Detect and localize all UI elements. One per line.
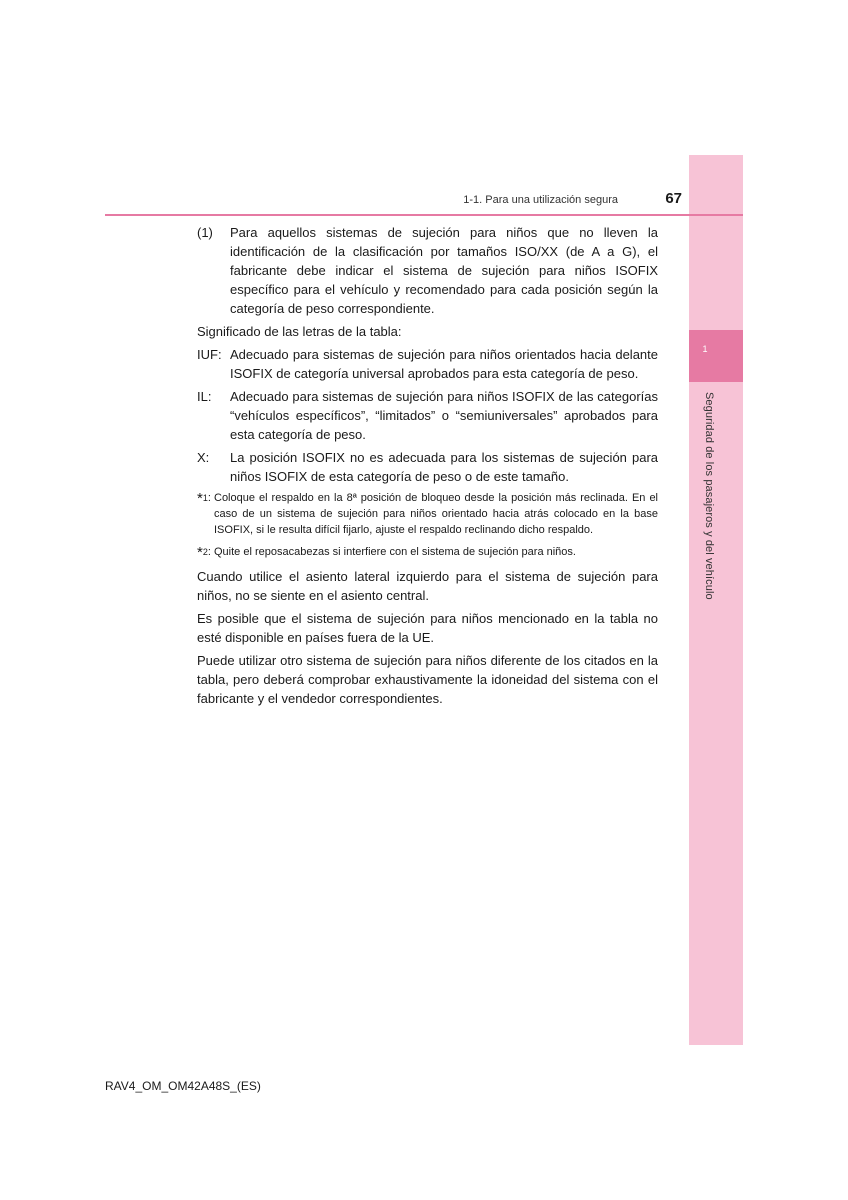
page-content — [197, 223, 658, 712]
section-label: 1-1. Para una utilización segura — [463, 194, 618, 206]
table-note-text: Para aquellos sistemas de sujeción para niños que no lleven la identificación de la clasificación por tamaños ISO/XX (de A a G), el fabricante debe indicar el sistema de sujeción para niños ISOFIX específico para el vehículo y recomendado para cada posición según la categoría de peso correspondiente. — [230, 225, 658, 316]
body-paragraph: Es posible que el sistema de sujeción para niños mencionado en la tabla no esté disponible en países fuera de la UE. — [197, 611, 658, 645]
body-paragraph: Puede utilizar otro sistema de sujeción para niños diferente de los citados en la tabla, pero deberá comprobar exhaustivamente la idoneidad del sistema con el fabricante y el vendedor correspondientes. — [197, 653, 658, 706]
chapter-title: Seguridad de los pasajeros y del vehículo — [703, 392, 715, 600]
legend-code: X: — [197, 450, 210, 465]
legend-text: Adecuado para sistemas de sujeción para niños ISOFIX de las categorías “vehículos específicos”, “limitados” o “semiuniversales” aprobados para esta categoría de peso. — [230, 389, 658, 442]
legend-item-x — [197, 448, 658, 486]
legend-code: IUF: — [197, 347, 222, 362]
legend-title: Significado de las letras de la tabla: — [197, 324, 402, 339]
footnote-2 — [197, 544, 658, 561]
chapter-sidebar-tab — [689, 155, 743, 1045]
chapter-number: 1 — [702, 344, 708, 354]
document-code: RAV4_OM_OM42A48S_(ES) — [105, 1079, 261, 1093]
footnote-marker: *1: — [197, 490, 211, 507]
legend-code: IL: — [197, 389, 212, 404]
page-number: 67 — [665, 190, 682, 207]
header-rule — [105, 214, 743, 216]
footnote-1 — [197, 490, 658, 538]
legend-text: La posición ISOFIX no es adecuada para los sistemas de sujeción para niños ISOFIX de esta categoría de peso o de este tamaño. — [230, 450, 658, 484]
legend-text: Adecuado para sistemas de sujeción para niños orientados hacia delante ISOFIX de categoría universal aprobados para esta categoría de peso. — [230, 347, 658, 381]
legend-item-il — [197, 387, 658, 444]
legend-item-iuf — [197, 345, 658, 383]
footnote-text: Coloque el respaldo en la 8ª posición de bloqueo desde la posición más reclinada. En el caso de un sistema de sujeción para niños orientado hacia atrás colocado en la base ISOFIX, si le resulta difícil fijarlo, ajuste el respaldo reclinando dicho respaldo. — [214, 492, 658, 536]
table-note-marker: (1) — [197, 225, 213, 240]
table-note-1 — [197, 223, 658, 318]
footnote-text: Quite el reposacabezas si interfiere con el sistema de sujeción para niños. — [214, 546, 576, 558]
body-paragraph: Cuando utilice el asiento lateral izquierdo para el sistema de sujeción para niños, no se siente en el asiento central. — [197, 569, 658, 603]
footnote-marker: *2: — [197, 544, 211, 561]
chapter-marker — [689, 330, 743, 382]
